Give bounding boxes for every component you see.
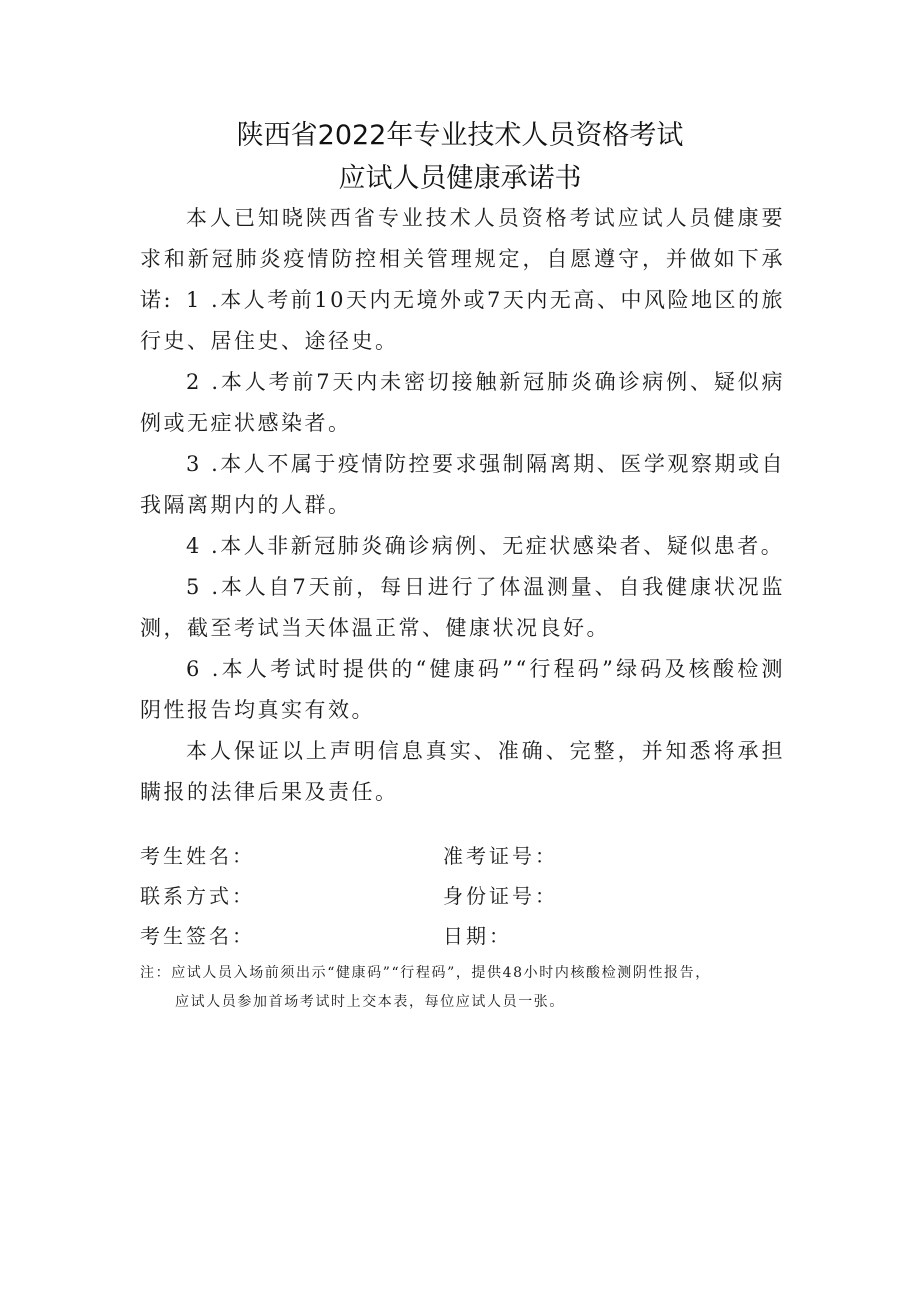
pledge-item-text: 1 .本人考前10天内无境外或7天内无高、中风险地区的旅行史、居住史、途径史。 (140, 288, 785, 353)
id-number-field: 身份证号： (443, 884, 558, 908)
closing-paragraph (140, 731, 785, 813)
signature-field: 考生签名： (140, 924, 255, 948)
pledge-item (140, 649, 785, 731)
footnote-line-1: 注：应试人员入场前须出示“健康码”“行程码”，提供48小时内核酸检测阴性报告， (140, 965, 711, 981)
closing-text: 本人保证以上声明信息真实、准确、完整，并知悉将承担瞒报的法律后果及责任。 (140, 739, 785, 804)
admission-ticket-field: 准考证号： (443, 844, 558, 868)
pledge-item-text: 3 .本人不属于疫情防控要求强制隔离期、医学观察期或自我隔离期内的人群。 (140, 452, 785, 517)
pledge-item-text: 5 .本人自7天前，每日进行了体温测量、自我健康状况监测，截至考试当天体温正常、健康状况良好。 (140, 575, 785, 640)
pledge-item (140, 444, 785, 526)
pledge-item (140, 362, 785, 444)
pledge-item-text: 2 .本人考前7天内未密切接触新冠肺炎确诊病例、疑似病例或无症状感染者。 (140, 370, 785, 435)
date-field: 日期： (443, 924, 512, 948)
pledge-item-text: 4 .本人非新冠肺炎确诊病例、无症状感染者、疑似患者。 (186, 534, 785, 558)
pledge-item (140, 280, 785, 362)
intro-text: 本人已知晓陕西省专业技术人员资格考试应试人员健康要求和新冠肺炎疫情防控相关管理规定，自愿遵守，并做如下承诺: (140, 206, 785, 312)
footnote-line-2: 应试人员参加首场考试时上交本表，每位应试人员一张。 (175, 994, 565, 1010)
contact-field: 联系方式： (140, 884, 255, 908)
pledge-item (140, 526, 785, 567)
candidate-name-field: 考生姓名： (140, 844, 255, 868)
pledge-item-text: 6 .本人考试时提供的“健康码”“行程码”绿码及核酸检测阴性报告均真实有效。 (140, 657, 785, 722)
pledge-item (140, 567, 785, 649)
document-subtitle: 应试人员健康承诺书 (338, 163, 582, 194)
document-title: 陕西省2022年专业技术人员资格考试 (236, 120, 684, 151)
